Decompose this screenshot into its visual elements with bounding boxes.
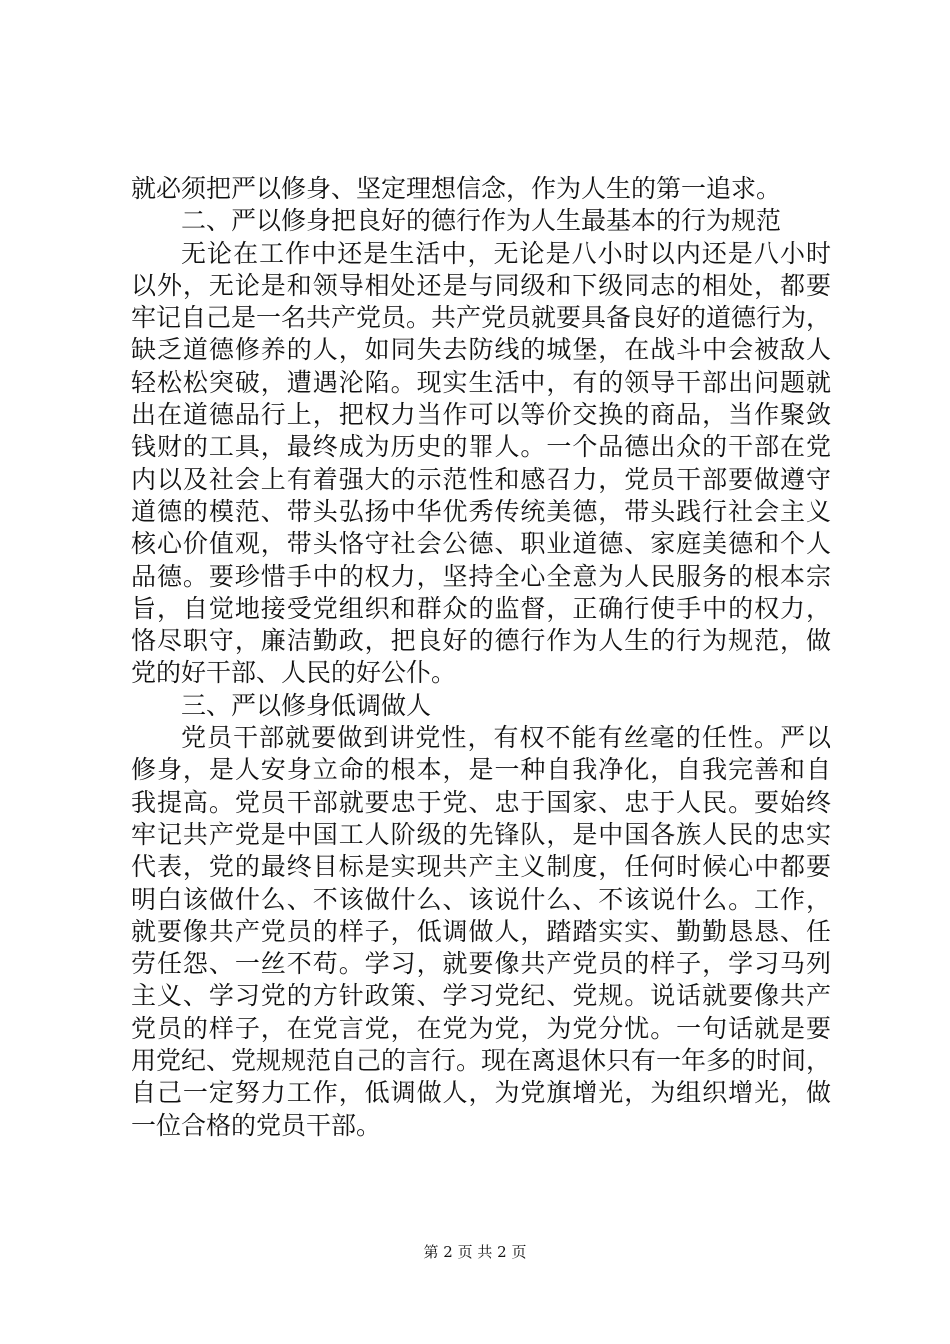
text-line: 修身，是人安身立命的根本，是一种自我净化，自我完善和自 [131, 755, 831, 785]
text-line: 就必须把严以修身、坚定理想信念，作为人生的第一追求。 [131, 174, 782, 203]
text-line: 劳任怨、一丝不苟。学习，就要像共产党员的样子，学习马列 [131, 949, 831, 979]
text-line: 明白该做什么、不该做什么、该说什么、不该说什么。工作， [131, 884, 831, 914]
document-body [131, 173, 831, 1142]
text-line: 党员的样子，在党言党，在党为党，为党分忧。一句话就是要 [131, 1013, 831, 1043]
text-line: 内以及社会上有着强大的示范性和感召力，党员干部要做遵守 [131, 464, 831, 494]
text-line: 主义、学习党的方针政策、学习党纪、党规。说话就要像共产 [131, 981, 831, 1011]
text-line: 以外，无论是和领导相处还是与同级和下级同志的相处，都要 [131, 270, 831, 300]
text-line: 轻松松突破，遭遇沦陷。现实生活中，有的领导干部出问题就 [131, 367, 831, 397]
text-line: 自己一定努力工作，低调做人，为党旗增光，为组织增光，做 [131, 1078, 831, 1108]
page-number-label: 第 2 页 共 2 页 [423, 1243, 527, 1261]
text-line: 缺乏道德修养的人，如同失去防线的城堡，在战斗中会被敌人 [131, 335, 831, 365]
text-line: 就要像共产党员的样子，低调做人，踏踏实实、勤勤恳恳、任 [131, 916, 831, 946]
text-line: 牢记自己是一名共产党员。共产党员就要具备良好的道德行为， [131, 303, 832, 333]
text-line: 三、严以修身低调做人 [181, 690, 432, 720]
text-line: 出在道德品行上，把权力当作可以等价交换的商品，当作聚敛 [131, 400, 831, 430]
text-line: 品德。要珍惜手中的权力，坚持全心全意为人民服务的根本宗 [131, 561, 831, 591]
text-line: 二、严以修身把良好的德行作为人生最基本的行为规范 [181, 206, 782, 236]
text-line: 恪尽职守，廉洁勤政，把良好的德行作为人生的行为规范，做 [131, 626, 831, 656]
text-line: 牢记共产党是中国工人阶级的先锋队，是中国各族人民的忠实 [131, 819, 831, 849]
text-line: 党的好干部、人民的好公仆。 [131, 658, 457, 688]
page-footer [0, 1242, 950, 1262]
text-line: 我提高。党员干部就要忠于党、忠于国家、忠于人民。要始终 [131, 787, 831, 817]
text-line: 无论在工作中还是生活中，无论是八小时以内还是八小时 [181, 238, 831, 268]
text-line: 钱财的工具，最终成为历史的罪人。一个品德出众的干部在党 [131, 432, 831, 462]
text-line: 党员干部就要做到讲党性，有权不能有丝毫的任性。严以 [181, 723, 831, 753]
text-line: 代表，党的最终目标是实现共产主义制度，任何时候心中都要 [131, 852, 831, 882]
text-line: 用党纪、党规规范自己的言行。现在离退休只有一年多的时间， [131, 1046, 832, 1076]
text-line: 旨，自觉地接受党组织和群众的监督，正确行使手中的权力， [131, 593, 831, 623]
text-line: 一位合格的党员干部。 [131, 1110, 382, 1140]
text-line: 核心价值观，带头恪守社会公德、职业道德、家庭美德和个人 [131, 529, 831, 559]
text-line: 道德的模范、带头弘扬中华优秀传统美德，带头践行社会主义 [131, 496, 831, 526]
